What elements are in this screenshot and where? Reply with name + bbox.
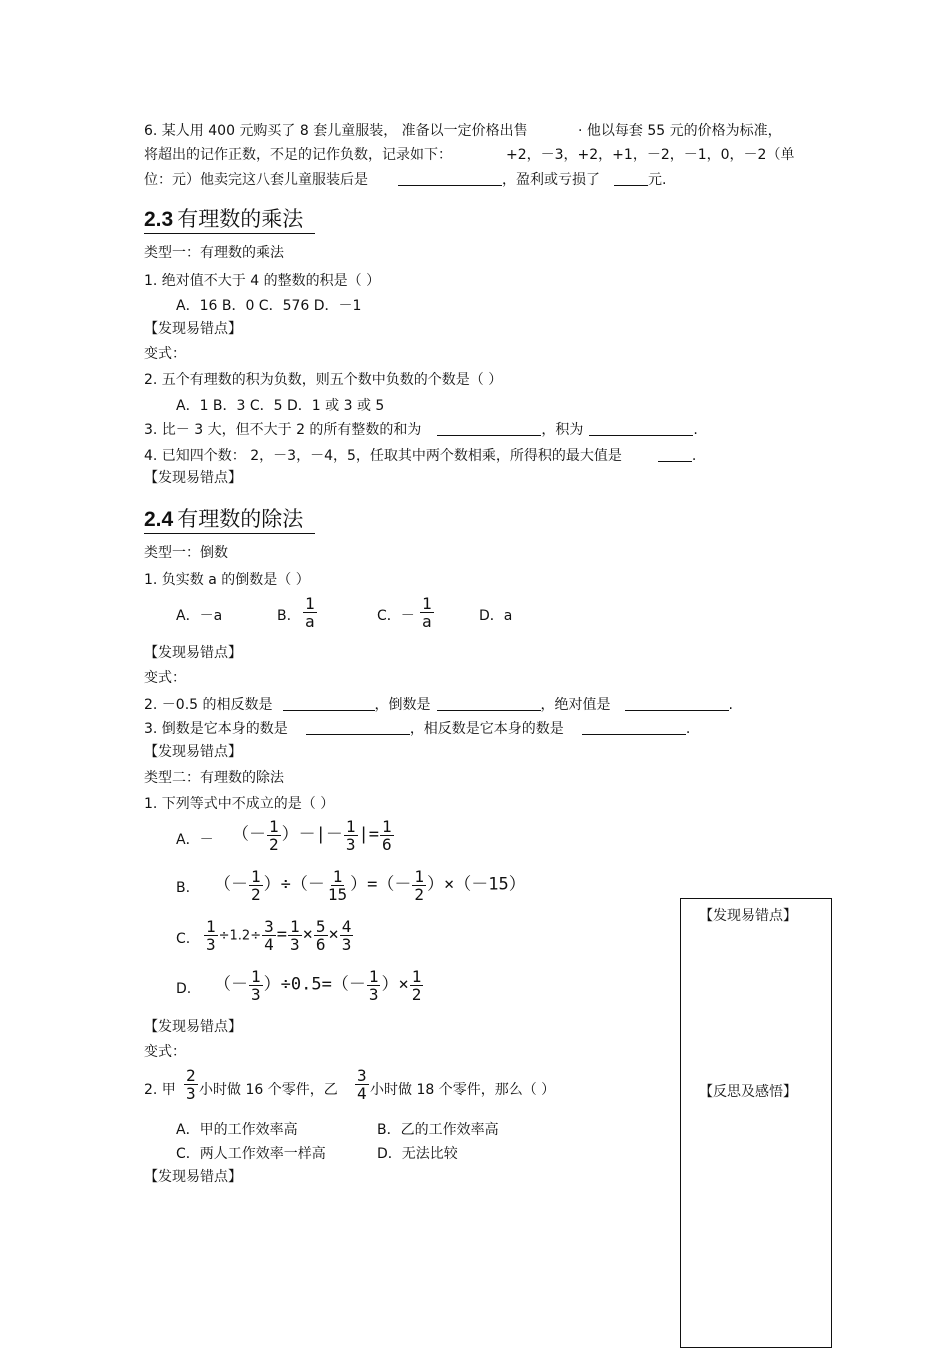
answer-blank[interactable] — [582, 720, 686, 735]
option-b: B. — [277, 608, 292, 624]
mistake-note: 【发现易错点】 — [144, 1019, 242, 1035]
q6-line3: 位：元）他卖完这八套儿童服装后是 ，盈利或亏损了 元. — [144, 172, 667, 188]
question-1: 1. 下列等式中不成立的是（ ） — [144, 796, 335, 812]
answer-blank[interactable] — [398, 171, 502, 186]
option-c: C．－ — [377, 608, 415, 624]
question-2: 2. 五个有理数的积为负数，则五个数中负数的个数是（ ） — [144, 372, 503, 388]
mistake-note: 【发现易错点】 — [144, 470, 242, 486]
question-3: 3. 比－ 3 大，但不大于 2 的所有整数的和为 ，积为 . — [144, 422, 698, 438]
equation-b: （－ $\frac{1}{2}$ ）÷（－ $\frac{1}{15}$ ）=（－ $\frac{1}{2}$ ）×（－15） — [214, 867, 526, 904]
notes-sidebox — [680, 898, 832, 1348]
answer-blank[interactable] — [589, 421, 693, 436]
section-heading-2-4: 2.4 有理数的除法 — [144, 506, 315, 534]
option-d: D. — [176, 981, 192, 997]
mistake-note: 【发现易错点】 — [144, 1169, 242, 1185]
option-d: D．a — [479, 608, 513, 624]
variant-label: 变式： — [144, 1044, 186, 1060]
question-2-variant-c: 小时做 18 个零件，那么（ ） — [370, 1082, 556, 1098]
answer-blank[interactable] — [306, 720, 410, 735]
fraction-1-over-a: $\frac{1}{a}$ — [422, 594, 432, 631]
q6-line1b: · 他以每套 55 元的价格为标准， — [578, 123, 782, 139]
answer-blank[interactable] — [437, 696, 541, 711]
variant-label: 变式： — [144, 670, 186, 686]
option-a: A．－ — [176, 832, 214, 848]
option-b: B. — [176, 880, 191, 896]
option-a: A．甲的工作效率高 — [176, 1122, 298, 1138]
mistake-note: 【发现易错点】 — [144, 744, 242, 760]
section-heading-2-3: 2.3 有理数的乘法 — [144, 206, 315, 234]
question-4: 4. 已知四个数： 2，－3，－4，5，任取其中两个数相乘，所得积的最大值是 . — [144, 448, 697, 464]
answer-blank[interactable] — [283, 696, 375, 711]
answer-blank[interactable] — [437, 421, 541, 436]
option-b: B．乙的工作效率高 — [377, 1122, 499, 1138]
equation-d: （－ $\frac{1}{3}$ ）÷0.5=（－ $\frac{1}{3}$ ）× $\frac{1}{2}$ — [214, 967, 422, 1004]
sidebar-mistake-label: 【发现易错点】 — [699, 908, 797, 924]
question-2: 2. －0.5 的相反数是 ，倒数是 ，绝对值是 . — [144, 697, 733, 713]
equation-a: （－ $\frac{1}{2}$ ）－|－ $\frac{1}{3}$ |= $\frac{1}{6}$ — [232, 817, 392, 854]
option-d: D．无法比较 — [377, 1146, 458, 1162]
option-c: C. — [176, 931, 191, 947]
answer-blank[interactable] — [614, 171, 648, 186]
variant-label: 变式： — [144, 346, 186, 362]
type-label: 类型一：倒数 — [144, 545, 228, 561]
option-c: C．两人工作效率一样高 — [176, 1146, 326, 1162]
answer-blank[interactable] — [658, 447, 692, 462]
question-1-options: A．16 B．0 C．576 D．－1 — [176, 298, 362, 314]
q6-line2b: +2，－3，+2，+1，－2，－1，0，－2（单 — [506, 147, 795, 163]
equation-c: $\frac{1}{3}$ ÷1.2÷ $\frac{3}{4}$ = $\frac{1}{3}$ × $\frac{5}{6}$ × $\frac{4}{3}$ — [206, 917, 352, 954]
fraction-2-3: $\frac{2}{3}$ — [186, 1066, 196, 1103]
type-label: 类型二：有理数的除法 — [144, 770, 284, 786]
q6-line1: 6. 某人用 400 元购买了 8 套儿童服装， 准备以一定价格出售 — [144, 123, 528, 139]
question-2-options: A．1 B．3 C．5 D．1 或 3 或 5 — [176, 398, 385, 414]
type-label: 类型一：有理数的乘法 — [144, 245, 284, 261]
mistake-note: 【发现易错点】 — [144, 645, 242, 661]
question-3: 3. 倒数是它本身的数是 ，相反数是它本身的数是 . — [144, 721, 691, 737]
mistake-note: 【发现易错点】 — [144, 321, 242, 337]
question-2-variant-a: 2. 甲 — [144, 1082, 176, 1098]
fraction-3-4: $\frac{3}{4}$ — [357, 1066, 367, 1103]
sidebar-reflection-label: 【反思及感悟】 — [699, 1084, 797, 1100]
option-a: A．－a — [176, 608, 223, 624]
fraction-1-over-a: $\frac{1}{a}$ — [305, 594, 315, 631]
question-2-variant-b: 小时做 16 个零件，乙 — [199, 1082, 338, 1098]
question-1: 1. 负实数 a 的倒数是（ ） — [144, 572, 310, 588]
q6-line2: 将超出的记作正数，不足的记作负数，记录如下： — [144, 147, 452, 163]
answer-blank[interactable] — [625, 696, 729, 711]
question-1: 1. 绝对值不大于 4 的整数的积是（ ） — [144, 273, 381, 289]
